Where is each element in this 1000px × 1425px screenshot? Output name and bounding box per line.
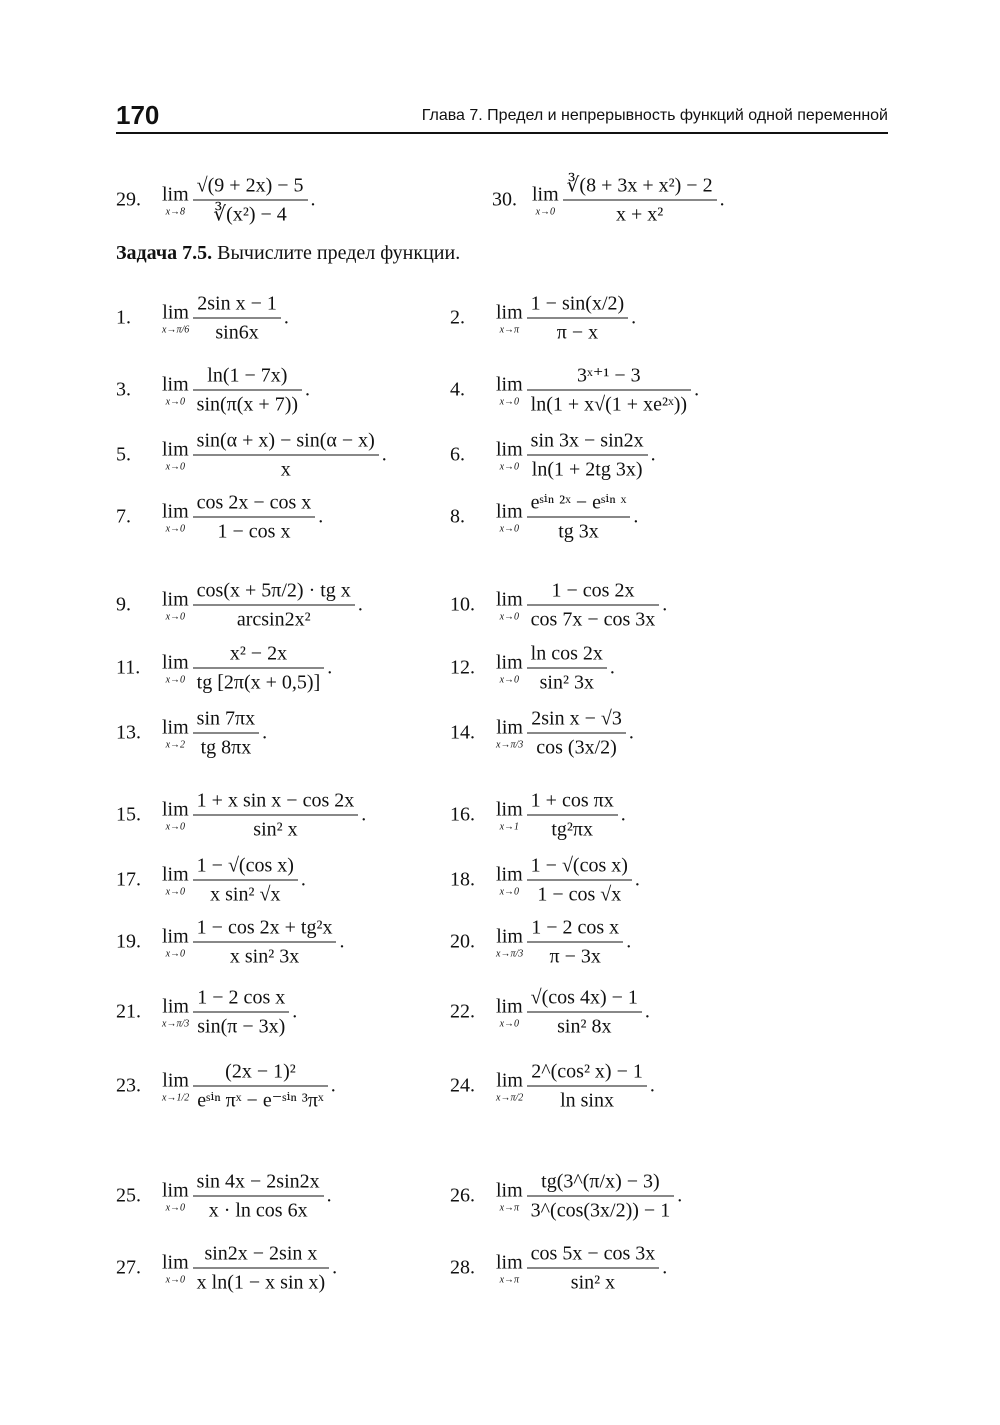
problem-16 bbox=[450, 785, 850, 845]
problem-number: 21. bbox=[116, 1000, 141, 1023]
denominator: 3^(cos(3x/2)) − 1 bbox=[530, 1199, 671, 1222]
limit-expression: lim x→0 $\frac{\text{ln cos 2x}}{\text{sin² 3x}}$ . bbox=[496, 642, 615, 694]
problem-22 bbox=[450, 982, 850, 1042]
fraction bbox=[193, 491, 316, 544]
limit-expression: lim x→0 $\frac{\sin 4x - 2\sin 2x}{\text{x · ln cos 6x}}$ . bbox=[162, 1170, 332, 1222]
limit-subscript: x→π/6 bbox=[162, 324, 190, 335]
limit-operator: lim x→0 bbox=[496, 438, 523, 472]
fraction bbox=[193, 1170, 324, 1223]
denominator: π − x bbox=[556, 321, 599, 344]
limit-subscript: x→1/2 bbox=[162, 1092, 190, 1103]
problem-number: 19. bbox=[116, 930, 141, 953]
numerator: 2sin x − √3 bbox=[527, 707, 626, 734]
problem-26 bbox=[450, 1166, 850, 1226]
limit-subscript: x→0 bbox=[499, 396, 520, 407]
limit-subscript: x→π/3 bbox=[496, 948, 524, 959]
denominator: ∛(x²) − 4 bbox=[213, 203, 287, 226]
problem-number: 6. bbox=[450, 443, 465, 466]
problem-number: 7. bbox=[116, 505, 131, 528]
fraction bbox=[193, 1060, 327, 1113]
denominator: ln(1 + 2tg 3x) bbox=[531, 458, 643, 481]
limit-expression: lim x→π $\frac{tg(3\^{}(\pi/x) - 3)}{3\^{}(\cos(3x/2)) - 1}$ . bbox=[496, 1170, 683, 1222]
limit-operator: lim x→0 bbox=[162, 863, 189, 897]
limit-operator: lim x→π bbox=[496, 301, 523, 335]
problem-number: 23. bbox=[116, 1074, 141, 1097]
limit-expression: lim x→0 $\frac{\text{x² − 2x}}{tg [2\pi(x + 0,5)]}$ . bbox=[162, 642, 333, 694]
numerator: 1 − cos 2x bbox=[527, 579, 660, 606]
numerator: ln(1 − 7x) bbox=[193, 364, 302, 391]
numerator: sin 4x − 2sin2x bbox=[193, 1170, 324, 1197]
limit-subscript: x→0 bbox=[499, 611, 520, 622]
task-heading bbox=[116, 242, 460, 265]
limit-operator: lim x→π/6 bbox=[162, 301, 190, 335]
task-text: Вычислите предел функции. bbox=[212, 242, 461, 264]
denominator: sin² 8x bbox=[557, 1015, 612, 1038]
problem-10 bbox=[450, 575, 850, 635]
page-header bbox=[116, 100, 888, 134]
problem-28 bbox=[450, 1238, 850, 1298]
limit-subscript: x→0 bbox=[165, 611, 186, 622]
limit-operator: lim x→0 bbox=[162, 500, 189, 534]
problem-number: 10. bbox=[450, 593, 475, 616]
limit-operator: lim x→0 bbox=[496, 995, 523, 1029]
limit-subscript: x→π bbox=[499, 324, 520, 335]
limit-subscript: x→0 bbox=[165, 461, 186, 472]
task-label: Задача 7.5. bbox=[116, 242, 213, 264]
limit-subscript: x→π/3 bbox=[162, 1018, 190, 1029]
problem-4 bbox=[450, 360, 850, 420]
fraction bbox=[193, 986, 289, 1039]
limit-subscript: x→0 bbox=[499, 674, 520, 685]
numerator: 1 − cos 2x + tg²x bbox=[193, 916, 337, 943]
numerator: 2^(cos² x) − 1 bbox=[527, 1060, 647, 1087]
fraction bbox=[527, 642, 607, 695]
fraction bbox=[193, 292, 281, 345]
limit-operator: lim x→π bbox=[496, 1251, 523, 1285]
limit-expression: lim x→0 $\frac{\ln(1 - 7x)}{\sin(\pi(x + 7))}$ . bbox=[162, 364, 311, 416]
limit-operator: lim x→0 bbox=[162, 798, 189, 832]
limit-operator: lim x→0 bbox=[162, 1179, 189, 1213]
denominator: tg 3x bbox=[558, 520, 599, 543]
problem-2 bbox=[450, 288, 850, 348]
fraction bbox=[193, 579, 355, 632]
numerator: 1 + x sin x − cos 2x bbox=[193, 789, 359, 816]
problem-29 bbox=[116, 170, 516, 230]
denominator: sin² x bbox=[570, 1271, 616, 1294]
problem-number: 14. bbox=[450, 721, 475, 744]
limit-operator: lim x→0 bbox=[162, 1251, 189, 1285]
numerator: eˢⁱⁿ ²ˣ − eˢⁱⁿ ˣ bbox=[527, 491, 631, 518]
numerator: ∛(8 + 3x + x²) − 2 bbox=[563, 174, 717, 201]
problem-number: 13. bbox=[116, 721, 141, 744]
limit-expression: lim x→0 $\frac{\text{eˢⁱⁿ ²ˣ − eˢⁱⁿ ˣ}}{tg 3x}$ . bbox=[496, 491, 639, 543]
numerator: 3ˣ⁺¹ − 3 bbox=[527, 364, 691, 391]
denominator: x · ln cos 6x bbox=[208, 1199, 308, 1222]
limit-subscript: x→π/3 bbox=[496, 739, 524, 750]
fraction bbox=[193, 174, 308, 227]
problem-number: 24. bbox=[450, 1074, 475, 1097]
numerator: 1 + cos πx bbox=[527, 789, 618, 816]
numerator: √(cos 4x) − 1 bbox=[527, 986, 642, 1013]
numerator: 1 − √(cos x) bbox=[193, 854, 298, 881]
limit-expression: lim x→0 $\frac{√(\cos 4x) - 1}{\text{sin² 8x}}$ . bbox=[496, 986, 650, 1038]
numerator: sin 3x − sin2x bbox=[527, 429, 648, 456]
fraction bbox=[193, 364, 302, 417]
denominator: eˢⁱⁿ πˣ − e⁻ˢⁱⁿ ³πˣ bbox=[197, 1089, 324, 1112]
limit-subscript: x→0 bbox=[165, 396, 186, 407]
denominator: x + x² bbox=[615, 203, 664, 226]
denominator: arcsin2x² bbox=[236, 608, 311, 631]
numerator: sin(α + x) − sin(α − x) bbox=[193, 429, 379, 456]
limit-operator: lim x→0 bbox=[496, 651, 523, 685]
numerator: cos 2x − cos x bbox=[193, 491, 316, 518]
problem-12 bbox=[450, 638, 850, 698]
numerator: sin2x − 2sin x bbox=[193, 1242, 330, 1269]
limit-subscript: x→8 bbox=[165, 206, 186, 217]
limit-expression: lim x→π/3 $\frac{\text{2sin x − √3}}{\cos (3x/2)}$ . bbox=[496, 707, 634, 759]
numerator: cos(x + 5π/2) · tg x bbox=[193, 579, 355, 606]
limit-operator: lim x→0 bbox=[496, 500, 523, 534]
numerator: cos 5x − cos 3x bbox=[527, 1242, 660, 1269]
limit-operator: lim x→π/3 bbox=[496, 716, 524, 750]
limit-operator: lim x→0 bbox=[162, 373, 189, 407]
numerator: 1 − 2 cos x bbox=[527, 916, 623, 943]
limit-subscript: x→2 bbox=[165, 739, 186, 750]
limit-operator: lim x→0 bbox=[162, 925, 189, 959]
fraction bbox=[527, 429, 648, 482]
fraction bbox=[527, 1170, 675, 1223]
limit-subscript: x→0 bbox=[165, 1202, 186, 1213]
limit-operator: lim x→π bbox=[496, 1179, 523, 1213]
problem-number: 12. bbox=[450, 656, 475, 679]
limit-subscript: x→0 bbox=[499, 886, 520, 897]
numerator: √(9 + 2x) − 5 bbox=[193, 174, 308, 201]
limit-subscript: x→0 bbox=[165, 821, 186, 832]
limit-operator: lim x→1 bbox=[496, 798, 523, 832]
fraction bbox=[527, 491, 631, 544]
problem-number: 4. bbox=[450, 378, 465, 401]
limit-operator: lim x→0 bbox=[496, 373, 523, 407]
fraction bbox=[563, 174, 717, 227]
problem-number: 25. bbox=[116, 1184, 141, 1207]
limit-subscript: x→0 bbox=[535, 206, 556, 217]
limit-operator: lim x→0 bbox=[496, 863, 523, 897]
problem-number: 9. bbox=[116, 593, 131, 616]
numerator: ln cos 2x bbox=[527, 642, 607, 669]
problem-number: 18. bbox=[450, 868, 475, 891]
fraction bbox=[527, 579, 660, 632]
limit-operator: lim x→0 bbox=[496, 588, 523, 622]
fraction bbox=[193, 642, 325, 695]
limit-operator: lim x→π/3 bbox=[162, 995, 190, 1029]
problem-number: 30. bbox=[492, 188, 517, 211]
limit-subscript: x→0 bbox=[165, 1274, 186, 1285]
limit-operator: lim x→0 bbox=[532, 183, 559, 217]
denominator: tg 8πx bbox=[200, 736, 252, 759]
fraction bbox=[527, 707, 626, 760]
limit-expression: lim x→8 $\frac{√(9 + 2x) - 5}{\text{∛(x²) − 4}}$ . bbox=[162, 174, 316, 226]
limit-expression: lim x→1/2 $\frac{\text{(2x − 1)²}}{\text{eˢⁱⁿ πˣ − e⁻ˢⁱⁿ ³πˣ}}$ . bbox=[162, 1060, 336, 1112]
limit-subscript: x→0 bbox=[165, 886, 186, 897]
numerator: sin 7πx bbox=[193, 707, 259, 734]
limit-operator: lim x→8 bbox=[162, 183, 189, 217]
limit-expression: lim x→0 $\frac{\text{1 − cos 2x + tg²x}}{\text{x sin² 3x}}$ . bbox=[162, 916, 345, 968]
problem-number: 27. bbox=[116, 1256, 141, 1279]
denominator: tg [2π(x + 0,5)] bbox=[196, 671, 321, 694]
denominator: cos (3x/2) bbox=[536, 736, 617, 759]
limit-subscript: x→0 bbox=[165, 523, 186, 534]
fraction bbox=[193, 854, 298, 907]
problem-number: 29. bbox=[116, 188, 141, 211]
limit-subscript: x→0 bbox=[499, 1018, 520, 1029]
denominator: x sin² √x bbox=[210, 883, 281, 906]
limit-expression: lim x→0 $\frac{\text{3ˣ⁺¹ − 3}}{\text{ln(1 + x√(1 + xe²ˣ))}}$ . bbox=[496, 364, 700, 416]
limit-expression: lim x→0 $\frac{1 - \cos 2x}{\cos 7x - \cos 3x}$ . bbox=[496, 579, 668, 631]
problem-14 bbox=[450, 703, 850, 763]
problem-number: 3. bbox=[116, 378, 131, 401]
fraction bbox=[193, 1242, 330, 1295]
denominator: ln(1 + x√(1 + xe²ˣ)) bbox=[530, 393, 688, 416]
denominator: x bbox=[280, 458, 291, 481]
problem-number: 26. bbox=[450, 1184, 475, 1207]
denominator: sin² 3x bbox=[539, 671, 594, 694]
fraction bbox=[193, 916, 337, 969]
problem-number: 28. bbox=[450, 1256, 475, 1279]
numerator: 2sin x − 1 bbox=[193, 292, 281, 319]
limit-expression: lim x→π/3 $\frac{\text{1 − 2 cos x}}{\sin(\pi - 3x)}$ . bbox=[162, 986, 298, 1038]
page-number: 170 bbox=[116, 100, 160, 130]
limit-operator: lim x→0 bbox=[162, 588, 189, 622]
limit-expression: lim x→0 $\frac{\text{1 − √(cos x)}}{\text{x sin² √x}}$ . bbox=[162, 854, 306, 906]
numerator: tg(3^(π/x) − 3) bbox=[527, 1170, 675, 1197]
denominator: sin(π − 3x) bbox=[197, 1015, 286, 1038]
problem-number: 5. bbox=[116, 443, 131, 466]
denominator: x ln(1 − x sin x) bbox=[196, 1271, 326, 1294]
numerator: 1 − √(cos x) bbox=[527, 854, 632, 881]
limit-subscript: x→0 bbox=[499, 523, 520, 534]
limit-subscript: x→π bbox=[499, 1274, 520, 1285]
problem-number: 20. bbox=[450, 930, 475, 953]
problem-18 bbox=[450, 850, 850, 910]
problem-6 bbox=[450, 425, 850, 485]
numerator: (2x − 1)² bbox=[193, 1060, 327, 1087]
limit-expression: lim x→0 $\frac{\text{cos(x + 5π/2) · tg x}}{\text{arcsin2x²}}$ . bbox=[162, 579, 363, 631]
limit-expression: lim x→π $\frac{\cos 5x - \cos 3x}{\text{sin² x}}$ . bbox=[496, 1242, 668, 1294]
fraction bbox=[193, 429, 379, 482]
fraction bbox=[527, 789, 618, 842]
numerator: 1 − sin(x/2) bbox=[527, 292, 629, 319]
limit-subscript: x→0 bbox=[165, 948, 186, 959]
limit-expression: lim x→π/3 $\frac{\text{1 − 2 cos x}}{\pi - 3x}$ . bbox=[496, 916, 632, 968]
limit-expression: lim x→π $\frac{1 - \sin(x/2)}{\pi - x}$ . bbox=[496, 292, 637, 344]
fraction bbox=[193, 789, 359, 842]
limit-expression: lim x→π/2 $\frac{\text{2\textasciicircum{}(cos² x) − 1}}{\text{ln sinx}}$ . bbox=[496, 1060, 655, 1112]
denominator: 1 − cos √x bbox=[537, 883, 622, 906]
fraction bbox=[527, 916, 623, 969]
problem-number: 16. bbox=[450, 803, 475, 826]
fraction bbox=[527, 1242, 660, 1295]
denominator: sin6x bbox=[215, 321, 259, 344]
limit-expression: lim x→2 $\frac{\sin 7\pi x}{tg 8\pi x}$ . bbox=[162, 707, 268, 759]
denominator: π − 3x bbox=[549, 945, 601, 968]
limit-expression: lim x→0 $\frac{\text{sin2x − 2sin x}}{\text{x ln(1 − x sin x)}}$ . bbox=[162, 1242, 338, 1294]
problem-20 bbox=[450, 912, 850, 972]
limit-subscript: x→0 bbox=[499, 461, 520, 472]
problem-number: 8. bbox=[450, 505, 465, 528]
problem-number: 17. bbox=[116, 868, 141, 891]
limit-expression: lim x→0 $\frac{\text{1 + x sin x − cos 2x}}{\text{sin² x}}$ . bbox=[162, 789, 367, 841]
denominator: 1 − cos x bbox=[217, 520, 291, 543]
problem-number: 2. bbox=[450, 306, 465, 329]
limit-subscript: x→π bbox=[499, 1202, 520, 1213]
chapter-title: Глава 7. Предел и непрерывность функций одной переменной bbox=[421, 107, 888, 124]
problem-number: 11. bbox=[116, 656, 141, 679]
limit-expression: lim x→0 $\frac{\sin 3x - \sin 2x}{\ln(1 + 2tg 3x)}$ . bbox=[496, 429, 656, 481]
problem-8 bbox=[450, 487, 850, 547]
denominator: sin(π(x + 7)) bbox=[196, 393, 299, 416]
numerator: x² − 2x bbox=[193, 642, 325, 669]
limit-operator: lim x→0 bbox=[162, 438, 189, 472]
limit-operator: lim x→1/2 bbox=[162, 1069, 190, 1103]
fraction bbox=[527, 854, 632, 907]
problem-number: 1. bbox=[116, 306, 131, 329]
problem-number: 15. bbox=[116, 803, 141, 826]
numerator: 1 − 2 cos x bbox=[193, 986, 289, 1013]
problem-30 bbox=[492, 170, 892, 230]
limit-expression: lim x→0 $\frac{\text{1 − √(cos x)}}{1 - \cos √x}$ . bbox=[496, 854, 640, 906]
limit-expression: lim x→0 $\frac{\sin(\alpha + x) - \sin(\alpha - x)}{x}$ . bbox=[162, 429, 387, 481]
fraction bbox=[193, 707, 259, 760]
limit-operator: lim x→2 bbox=[162, 716, 189, 750]
problem-24 bbox=[450, 1056, 850, 1116]
fraction bbox=[527, 292, 629, 345]
limit-subscript: x→1 bbox=[499, 821, 520, 832]
denominator: cos 7x − cos 3x bbox=[530, 608, 656, 631]
denominator: x sin² 3x bbox=[229, 945, 300, 968]
fraction bbox=[527, 1060, 647, 1113]
denominator: sin² x bbox=[253, 818, 298, 841]
problem-number: 22. bbox=[450, 1000, 475, 1023]
fraction bbox=[527, 364, 691, 417]
limit-expression: lim x→π/6 $\frac{\text{2sin x − 1}}{\sin 6x}$ . bbox=[162, 292, 289, 344]
limit-expression: lim x→0 $\frac{\text{∛(8 + 3x + x²) − 2}}{\text{x + x²}}$ . bbox=[532, 174, 725, 226]
limit-operator: lim x→π/3 bbox=[496, 925, 524, 959]
limit-operator: lim x→π/2 bbox=[496, 1069, 524, 1103]
limit-operator: lim x→0 bbox=[162, 651, 189, 685]
limit-subscript: x→0 bbox=[165, 674, 186, 685]
limit-expression: lim x→1 $\frac{\text{1 + cos πx}}{\text{tg²πx}}$ . bbox=[496, 789, 626, 841]
denominator: ln sinx bbox=[560, 1089, 614, 1112]
limit-subscript: x→π/2 bbox=[496, 1092, 524, 1103]
fraction bbox=[527, 986, 642, 1039]
limit-expression: lim x→0 $\frac{\text{cos 2x − cos x}}{\text{1 − cos x}}$ . bbox=[162, 491, 324, 543]
denominator: tg²πx bbox=[551, 818, 594, 841]
